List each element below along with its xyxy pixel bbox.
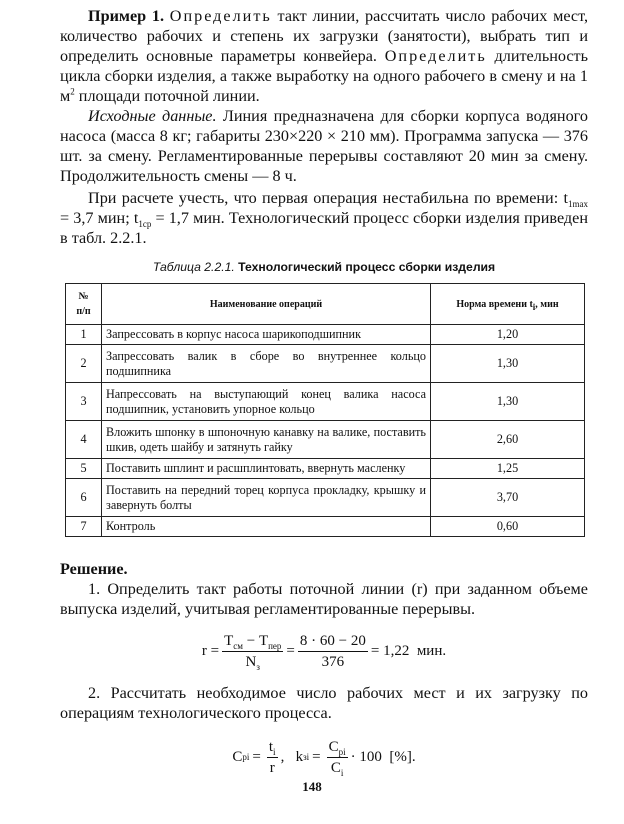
- row-value: 2,60: [431, 421, 585, 459]
- header-num-line2: п/п: [76, 306, 91, 317]
- symbol: C: [232, 748, 243, 765]
- header-num-line1: №: [78, 291, 89, 302]
- table-row: [66, 325, 585, 345]
- row-num: 2: [66, 345, 102, 383]
- symbol: t: [268, 738, 274, 755]
- header-num: [66, 284, 102, 325]
- fraction-numerator: [267, 738, 278, 758]
- calc-note-paragraph: [60, 188, 588, 248]
- row-value: 3,70: [431, 479, 585, 517]
- header-norm-sub: i: [532, 301, 536, 312]
- table-row: [66, 383, 585, 421]
- page-content: [60, 6, 588, 781]
- header-norm-unit: , мин: [535, 298, 559, 310]
- fraction-denominator: [329, 758, 346, 777]
- table-row: [66, 421, 585, 459]
- symbol: C: [328, 738, 339, 755]
- table-row: [66, 479, 585, 517]
- row-value: 1,25: [431, 459, 585, 479]
- row-num: 5: [66, 459, 102, 479]
- fraction: [267, 738, 278, 777]
- emphasis-word: Определить: [169, 7, 272, 25]
- row-num: 4: [66, 421, 102, 459]
- row-name: Запрессовать валик в сборе во внутреннее кольцо подшипника: [102, 345, 431, 383]
- symbol: T: [224, 632, 234, 649]
- fraction-denominator: r: [269, 759, 275, 776]
- example-paragraph: [60, 6, 588, 106]
- subscript: з: [256, 661, 260, 672]
- initial-data-label: Исходные данные.: [88, 107, 217, 125]
- solution-heading: Решение.: [60, 560, 128, 578]
- row-value: 1,30: [431, 383, 585, 421]
- row-name: Поставить шплинт и расшплинтовать, ввернуть масленку: [102, 459, 431, 479]
- row-num: 6: [66, 479, 102, 517]
- formula-lhs: r =: [201, 642, 220, 659]
- table-header-row: [66, 284, 585, 325]
- subscript: 1max: [568, 199, 588, 210]
- row-name: Вложить шпонку в шпоночную канавку на валике, поставить шкив, одеть шайбу и затянуть гайку: [102, 421, 431, 459]
- fraction: [327, 738, 348, 777]
- row-value: 1,20: [431, 325, 585, 345]
- superscript: 2: [70, 86, 75, 97]
- operator: =: [312, 748, 321, 765]
- fraction-denominator: [244, 652, 262, 671]
- separator: , k: [280, 748, 304, 765]
- subscript: 1ср: [138, 219, 152, 230]
- subscript: pi: [338, 746, 346, 757]
- row-name: Контроль: [102, 517, 431, 537]
- table-row: [66, 459, 585, 479]
- fraction: [222, 632, 283, 671]
- initial-data-text: Линия предназначена для сборки корпуса водяного насоса (масса 8 кг; габариты 230×220 × 210 мм). Программа запуска — 376 шт. за смену. Регламентированные перерывы составляют 20 мин за смену. Продолжительность смены — 8 ч.: [60, 107, 588, 185]
- formula-tail: · 100 [%].: [350, 748, 416, 765]
- header-name: Наименование операций: [102, 284, 431, 325]
- example-text: площади поточной линии.: [74, 87, 260, 105]
- solution-step1: 1. Определить такт работы поточной линии (r) при заданном объеме выпуска изделий, учитывая регламентированные перерывы.: [60, 580, 588, 618]
- subscript: i: [340, 767, 344, 778]
- header-norm: [431, 284, 585, 325]
- calc-note-text: При расчете учесть, что первая операция нестабильна по времени: t: [88, 189, 568, 207]
- fraction-numerator: [222, 632, 283, 652]
- emphasis-word: Определить: [384, 47, 487, 65]
- header-norm-text: Норма времени t: [456, 298, 533, 310]
- fraction-numerator: 8 · 60 − 20: [298, 632, 368, 652]
- row-name: Напрессовать на выступающий конец валика насоса подшипник, установить упорное кольцо: [102, 383, 431, 421]
- row-num: 1: [66, 325, 102, 345]
- example-text: длительность цикла сборки изделия, а также выработку на одного рабочего в смену и на 1 м: [60, 47, 589, 105]
- table-row: [66, 517, 585, 537]
- calc-note-text: = 3,7 мин; t: [60, 209, 139, 227]
- row-name: Запрессовать в корпус насоса шарикоподшипник: [102, 325, 431, 345]
- example-label: Пример 1.: [88, 7, 165, 25]
- fraction-denominator: 376: [321, 653, 345, 670]
- formula-result: = 1,22 мин.: [370, 642, 447, 659]
- operator: =: [252, 748, 261, 765]
- table-row: [66, 345, 585, 383]
- calc-note-text: = 1,7 мин. Технологический процесс сборки изделия приведен в табл. 2.2.1.: [60, 209, 588, 247]
- symbol: T: [258, 632, 269, 649]
- subscript: i: [273, 746, 276, 757]
- operations-table: [65, 283, 585, 537]
- table-caption: [60, 257, 588, 277]
- takt-formula: [60, 627, 588, 675]
- page-number: 148: [302, 779, 322, 794]
- subscript: см: [233, 640, 243, 651]
- workplaces-formula: C pi = $\frac{t_i}{r}$ , k зi = $\frac{C_{pi}}{C_i}$ · 100 [%].: [232, 738, 416, 778]
- table-caption-number: Таблица 2.2.1.: [152, 260, 235, 274]
- row-value: 1,30: [431, 345, 585, 383]
- solution-step2: 2. Рассчитать необходимое число рабочих мест и их загрузку по операциям технологического процесса.: [60, 684, 588, 722]
- table-caption-title: Технологический процесс сборки изделия: [234, 260, 496, 274]
- row-num: 3: [66, 383, 102, 421]
- row-num: 7: [66, 517, 102, 537]
- row-value: 0,60: [431, 517, 585, 537]
- row-name: Поставить на передний торец корпуса прокладку, крышку и завернуть болты: [102, 479, 431, 517]
- operator: =: [286, 642, 295, 659]
- symbol: C: [330, 759, 341, 776]
- example-text: такт линии, рассчитать число рабочих мест, количество рабочих и степень их загрузки (занятости), выбрать тип и определить основные параметры конвейера.: [60, 7, 589, 65]
- fraction: [298, 632, 368, 671]
- fraction-numerator: [327, 738, 348, 758]
- initial-data-paragraph: [60, 106, 588, 186]
- operator: −: [242, 632, 259, 649]
- subscript: пер: [268, 640, 282, 651]
- symbol: N: [245, 653, 257, 670]
